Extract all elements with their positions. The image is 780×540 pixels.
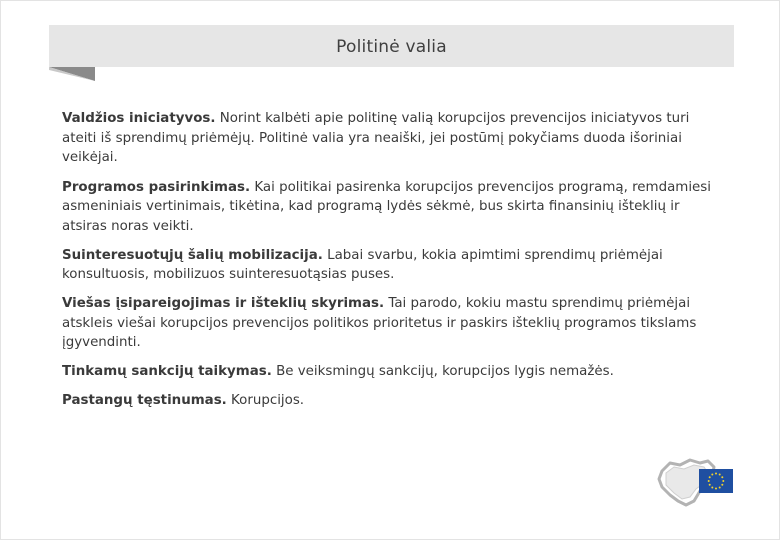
paragraph-lead: Programos pasirinkimas. — [62, 179, 251, 195]
paragraph — [62, 109, 727, 168]
paragraph-lead: Valdžios iniciatyvos. — [62, 111, 216, 126]
paragraph — [62, 246, 727, 285]
paragraph-lead: Viešas įsipareigojimas ir išteklių skyrimas. — [62, 296, 385, 311]
logo — [656, 457, 736, 509]
folded-corner-icon — [49, 67, 95, 81]
body-content — [62, 109, 727, 420]
paragraph — [62, 294, 727, 353]
paragraph-text: Korupcijos. — [226, 393, 305, 408]
paragraph-text: Kai politikai pasirenka korupcijos prevencijos programą, remdamiesi asmeniniais vertinimais, tikėtina, kad programą lydės sėkmė, bus skirta finansinių išteklių ir atsiras noras veikti. — [62, 179, 711, 234]
paragraph-text: Labai svarbu, kokia apimtimi sprendimų priėmėjai konsultuosis, mobilizuos suinteresuotąsias puses. — [62, 247, 663, 282]
paragraph-text: Be veiksmingų sankcijų, korupcijos lygis nemažės. — [271, 364, 614, 379]
paragraph — [62, 178, 727, 237]
paragraph-lead: Pastangų tęstinumas. — [62, 393, 227, 408]
paragraph-lead: Tinkamų sankcijų taikymas. — [62, 364, 272, 379]
slide-title: Politinė valia — [336, 37, 447, 57]
paragraph — [62, 362, 727, 382]
paragraph-text: Norint kalbėti apie politinę valią korupcijos prevencijos iniciatyvos turi ateiti iš sprendimų priėmėjų. Politinė valia yra neaiški, jei postūmį pokyčiams duoda išoriniai veikėjai. — [62, 111, 690, 165]
eu-flag-icon — [699, 469, 733, 493]
paragraph-text: Tai parodo, kokiu mastu sprendimų priėmėjai atskleis viešai korupcijos prevencijos politikos prioritetus ir paskirs išteklių programos tikslams įgyvendinti. — [62, 296, 697, 350]
paragraph-lead: Suinteresuotųjų šalių mobilizacija. — [62, 247, 323, 263]
paragraph — [62, 391, 727, 411]
title-bar — [49, 25, 734, 67]
